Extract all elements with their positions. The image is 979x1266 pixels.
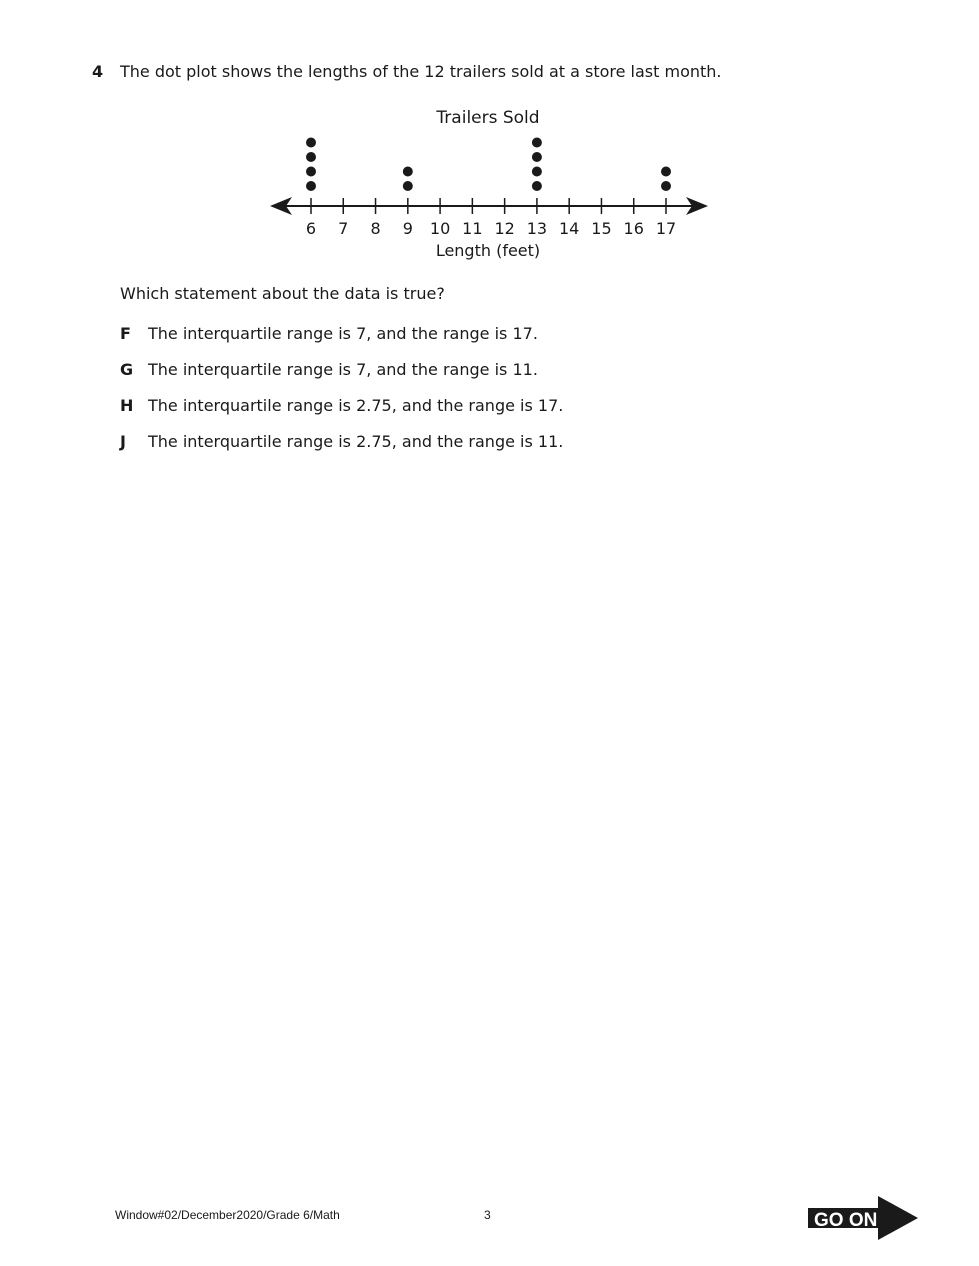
- choice-letter: J: [120, 432, 126, 451]
- go-on-label: GO ON: [814, 1210, 878, 1231]
- tick-label: 10: [429, 219, 451, 238]
- data-dots: [306, 138, 671, 192]
- data-dot: [661, 167, 671, 177]
- x-axis-label: Length (feet): [435, 241, 541, 260]
- choice-text: The interquartile range is 7, and the range is 11.: [148, 360, 538, 379]
- form-identifier: Window#02/December2020/Grade 6/Math: [115, 1208, 340, 1222]
- data-dot: [306, 138, 316, 148]
- tick-label: 17: [655, 219, 677, 238]
- tick-label: 12: [494, 219, 515, 238]
- choice-text: The interquartile range is 2.75, and the range is 17.: [148, 396, 564, 415]
- data-dot: [532, 152, 542, 162]
- chart-title: Trailers Sold: [436, 108, 540, 128]
- tick-label: 15: [591, 219, 612, 238]
- data-dot: [403, 181, 413, 191]
- tick-label: 16: [623, 219, 644, 238]
- data-dot: [532, 138, 542, 148]
- data-dot: [403, 167, 413, 177]
- tick-label: 9: [402, 219, 413, 238]
- data-dot: [661, 181, 671, 191]
- question-stem: The dot plot shows the lengths of the 12 trailers sold at a store last month.: [120, 62, 722, 81]
- answer-choice-h[interactable]: [120, 396, 563, 415]
- axis-ticks: [306, 198, 676, 238]
- choice-letter: F: [120, 324, 131, 343]
- choice-text: The interquartile range is 7, and the range is 17.: [148, 324, 538, 343]
- tick-label: 14: [559, 219, 580, 238]
- data-dot: [306, 181, 316, 191]
- tick-label: 7: [338, 219, 349, 238]
- data-dot: [306, 167, 316, 177]
- answer-choice-g[interactable]: [120, 360, 538, 379]
- go-on-arrow-icon: [808, 1196, 920, 1240]
- tick-label: 11: [462, 219, 483, 238]
- page-number: 3: [484, 1208, 491, 1222]
- tick-label: 6: [305, 219, 317, 238]
- question-number: 4: [92, 62, 104, 81]
- tick-label: 8: [370, 219, 381, 238]
- question-prompt: Which statement about the data is true?: [120, 284, 445, 303]
- data-dot: [532, 167, 542, 177]
- choice-letter: G: [120, 360, 134, 379]
- answer-choice-j[interactable]: [120, 432, 563, 451]
- answer-choice-f[interactable]: [120, 324, 538, 343]
- choice-text: The interquartile range is 2.75, and the range is 11.: [148, 432, 564, 451]
- tick-label: 13: [526, 219, 548, 238]
- choice-letter: H: [120, 396, 134, 415]
- dot-plot: [0, 0, 979, 270]
- data-dot: [306, 152, 316, 162]
- data-dot: [532, 181, 542, 191]
